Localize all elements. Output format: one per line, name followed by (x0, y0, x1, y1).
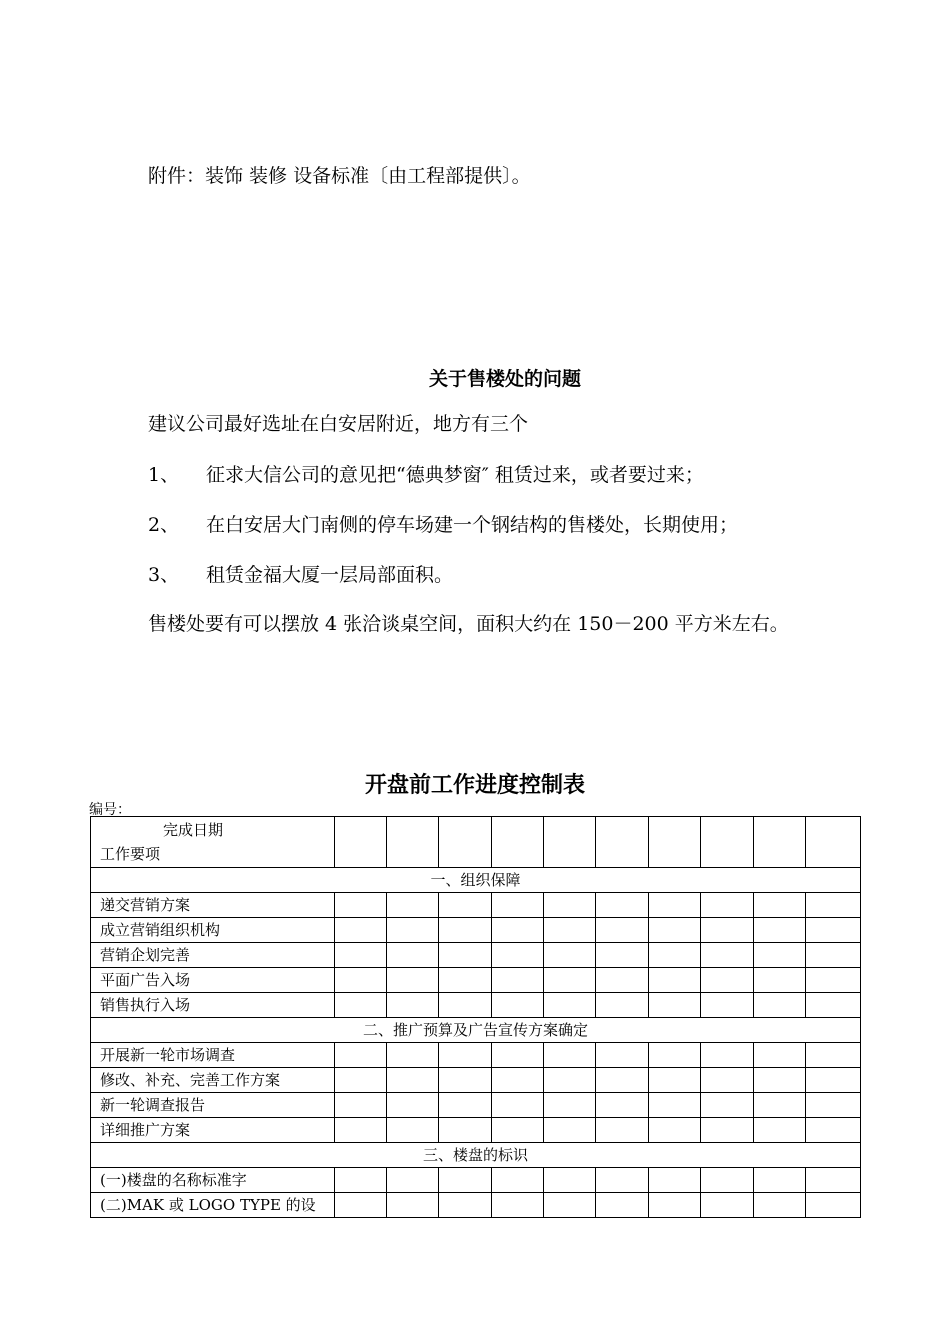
date-cell (806, 1118, 861, 1143)
date-cell (492, 993, 544, 1018)
completion-date-label: 完成日期 (163, 821, 224, 839)
date-cell (806, 943, 861, 968)
date-cell (596, 1068, 649, 1093)
date-cell (806, 1068, 861, 1093)
date-cell (492, 1193, 544, 1218)
date-cell (754, 1093, 806, 1118)
table-row (91, 918, 861, 943)
date-cell (701, 1193, 754, 1218)
date-cell (439, 918, 492, 943)
date-cell (596, 1118, 649, 1143)
date-cell (754, 1043, 806, 1068)
date-cell (701, 1093, 754, 1118)
date-cell (439, 1043, 492, 1068)
date-cell (544, 918, 596, 943)
work-item-cell: 修改、补充、完善工作方案 (91, 1068, 335, 1093)
section-row (91, 868, 861, 893)
date-cell (492, 1093, 544, 1118)
date-cell (754, 1193, 806, 1218)
work-item-cell: 平面广告入场 (91, 968, 335, 993)
date-cell (335, 1068, 387, 1093)
date-cell (439, 968, 492, 993)
date-cell (439, 1168, 492, 1193)
date-header-cell (544, 817, 596, 868)
date-cell (649, 1168, 701, 1193)
date-cell (701, 1043, 754, 1068)
date-cell (754, 993, 806, 1018)
date-cell (335, 1093, 387, 1118)
date-cell (649, 918, 701, 943)
table-row (91, 993, 861, 1018)
section-row (91, 1018, 861, 1043)
table-row (91, 1068, 861, 1093)
date-cell (387, 1193, 439, 1218)
date-cell (387, 1168, 439, 1193)
option-text: 在白安居大门南侧的停车场建一个钢结构的售楼处，长期使用； (206, 514, 739, 536)
date-cell (335, 968, 387, 993)
date-cell (439, 1093, 492, 1118)
work-item-cell: (二)MAK 或 LOGO TYPE 的设 (91, 1193, 335, 1218)
date-cell (387, 1068, 439, 1093)
date-cell (754, 918, 806, 943)
table-row (91, 1118, 861, 1143)
date-cell (439, 1193, 492, 1218)
date-cell (701, 968, 754, 993)
date-cell (701, 993, 754, 1018)
section-title: 三、楼盘的标识 (91, 1143, 861, 1168)
work-item-cell: (一)楼盘的名称标准字 (91, 1168, 335, 1193)
date-cell (649, 968, 701, 993)
date-cell (544, 1193, 596, 1218)
option-text: 租赁金福大厦一层局部面积。 (206, 564, 454, 586)
date-cell (439, 943, 492, 968)
date-cell (649, 1093, 701, 1118)
date-cell (806, 893, 861, 918)
table-row (91, 1168, 861, 1193)
date-cell (492, 1168, 544, 1193)
date-cell (596, 1193, 649, 1218)
schedule-table-title: 开盘前工作进度控制表 (364, 773, 585, 798)
table-row (91, 943, 861, 968)
date-cell (596, 893, 649, 918)
date-cell (492, 1118, 544, 1143)
date-cell (701, 918, 754, 943)
table-row (91, 893, 861, 918)
date-cell (544, 893, 596, 918)
date-cell (596, 943, 649, 968)
sales-office-requirement: 售楼处要有可以摆放 4 张洽谈桌空间，面积大约在 150－200 平方米左右。 (148, 613, 789, 635)
section-title: 一、组织保障 (91, 868, 861, 893)
date-cell (335, 1168, 387, 1193)
date-cell (544, 1093, 596, 1118)
attachment-note: 附件：装饰 装修 设备标准〔由工程部提供〕。 (148, 165, 531, 187)
work-item-cell: 成立营销组织机构 (91, 918, 335, 943)
sales-office-heading: 关于售楼处的问题 (428, 368, 581, 390)
date-header-cell (492, 817, 544, 868)
date-cell (335, 918, 387, 943)
option-number: 2、 (148, 514, 180, 536)
header-diagonal-cell (91, 817, 335, 868)
date-cell (701, 1118, 754, 1143)
date-cell (754, 1118, 806, 1143)
date-cell (335, 1193, 387, 1218)
date-cell (387, 1093, 439, 1118)
date-cell (439, 893, 492, 918)
option-text: 征求大信公司的意见把“德典梦窗″ 租赁过来，或者要过来； (206, 464, 704, 486)
date-header-cell (387, 817, 439, 868)
date-header-cell (649, 817, 701, 868)
date-cell (596, 918, 649, 943)
date-cell (701, 893, 754, 918)
date-cell (806, 1093, 861, 1118)
date-cell (492, 968, 544, 993)
date-cell (649, 943, 701, 968)
date-cell (544, 968, 596, 993)
option-number: 1、 (148, 464, 180, 486)
table-row (91, 968, 861, 993)
date-header-cell (806, 817, 861, 868)
date-cell (387, 918, 439, 943)
work-item-cell: 开展新一轮市场调查 (91, 1043, 335, 1068)
date-cell (387, 943, 439, 968)
date-cell (492, 1068, 544, 1093)
date-cell (387, 893, 439, 918)
date-cell (596, 968, 649, 993)
work-item-cell: 递交营销方案 (91, 893, 335, 918)
date-cell (544, 1043, 596, 1068)
sales-office-intro: 建议公司最好选址在白安居附近，地方有三个 (148, 413, 529, 435)
date-cell (335, 1118, 387, 1143)
date-cell (544, 943, 596, 968)
date-cell (387, 968, 439, 993)
date-cell (387, 993, 439, 1018)
date-cell (596, 1093, 649, 1118)
date-cell (544, 993, 596, 1018)
date-cell (439, 993, 492, 1018)
date-cell (492, 943, 544, 968)
date-cell (596, 1168, 649, 1193)
section-row (91, 1143, 861, 1168)
table-header-row (91, 817, 861, 868)
date-cell (544, 1118, 596, 1143)
date-header-cell (335, 817, 387, 868)
date-cell (492, 893, 544, 918)
date-cell (806, 1043, 861, 1068)
date-cell (492, 1043, 544, 1068)
number-label: 编号： (89, 802, 131, 818)
table-row (91, 1093, 861, 1118)
date-cell (596, 993, 649, 1018)
date-cell (596, 1043, 649, 1068)
date-cell (806, 1193, 861, 1218)
date-cell (649, 1193, 701, 1218)
date-cell (806, 968, 861, 993)
date-cell (649, 1118, 701, 1143)
work-item-cell: 新一轮调查报告 (91, 1093, 335, 1118)
section-title: 二、推广预算及广告宣传方案确定 (91, 1018, 861, 1043)
date-header-cell (596, 817, 649, 868)
date-cell (544, 1168, 596, 1193)
work-item-label: 工作要项 (100, 845, 161, 863)
option-number: 3、 (148, 564, 180, 586)
date-cell (387, 1118, 439, 1143)
date-header-cell (439, 817, 492, 868)
date-cell (806, 918, 861, 943)
work-item-cell: 销售执行入场 (91, 993, 335, 1018)
date-cell (649, 1043, 701, 1068)
table-row (91, 1193, 861, 1218)
date-cell (335, 993, 387, 1018)
date-cell (335, 893, 387, 918)
date-cell (806, 1168, 861, 1193)
date-cell (439, 1118, 492, 1143)
table-row (91, 1043, 861, 1068)
date-cell (335, 943, 387, 968)
date-cell (649, 993, 701, 1018)
date-header-cell (754, 817, 806, 868)
schedule-table-body (91, 817, 861, 1218)
date-cell (754, 1068, 806, 1093)
date-cell (439, 1068, 492, 1093)
work-item-cell: 营销企划完善 (91, 943, 335, 968)
date-cell (335, 1043, 387, 1068)
date-cell (544, 1068, 596, 1093)
date-cell (806, 993, 861, 1018)
date-cell (754, 1168, 806, 1193)
date-cell (754, 893, 806, 918)
work-item-cell: 详细推广方案 (91, 1118, 335, 1143)
date-cell (492, 918, 544, 943)
date-cell (701, 943, 754, 968)
date-cell (387, 1043, 439, 1068)
date-cell (649, 1068, 701, 1093)
date-cell (754, 943, 806, 968)
date-cell (701, 1168, 754, 1193)
date-cell (754, 968, 806, 993)
date-cell (701, 1068, 754, 1093)
date-cell (649, 893, 701, 918)
date-header-cell (701, 817, 754, 868)
schedule-table (90, 816, 861, 1218)
